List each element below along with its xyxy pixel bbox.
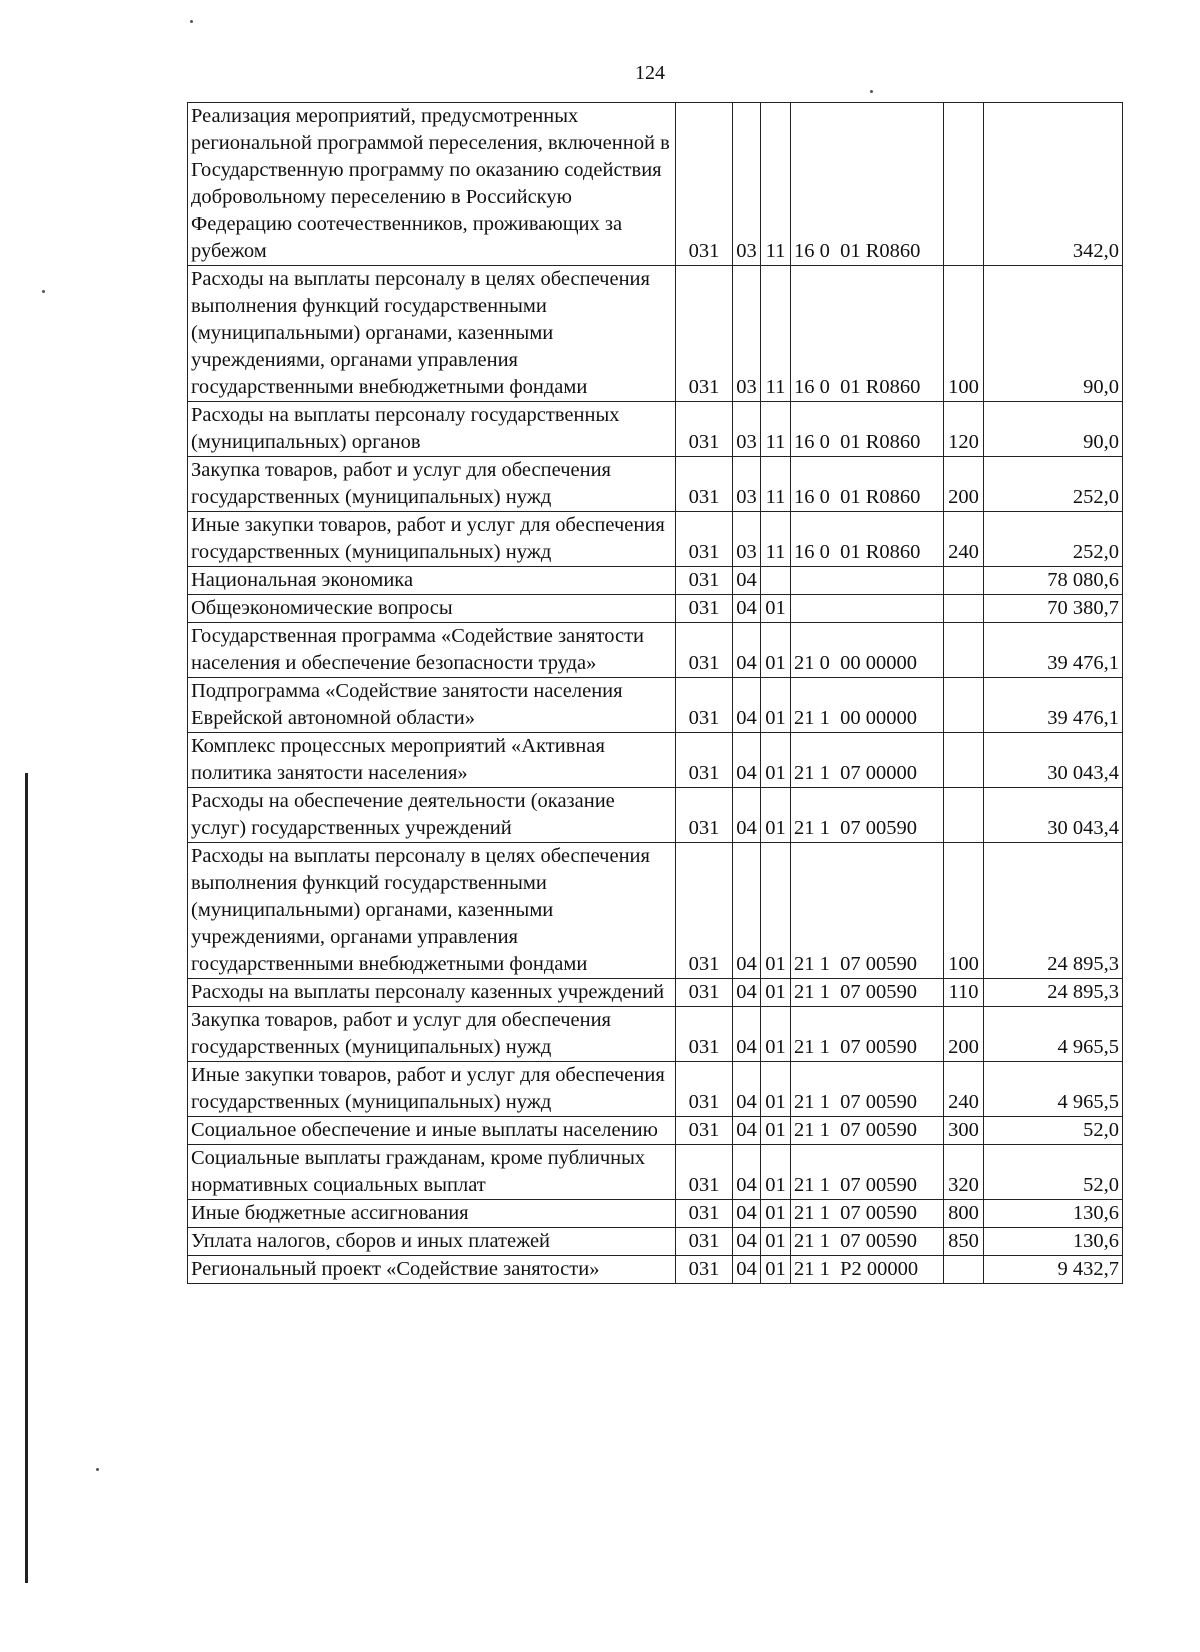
row-rz-code: 03 xyxy=(733,266,761,402)
row-pr-code: 01 xyxy=(761,1256,791,1284)
row-cs-code: 16 0 01 R0860 xyxy=(791,402,944,457)
row-gr-code: 031 xyxy=(676,595,733,623)
row-vr-code xyxy=(944,1256,984,1284)
table-row xyxy=(188,788,1123,843)
row-cs-code xyxy=(791,567,944,595)
row-name: Государственная программа «Содействие занятости населения и обеспечение безопасности труда» xyxy=(188,623,676,678)
row-cs-code xyxy=(791,595,944,623)
row-vr-code: 240 xyxy=(944,1062,984,1117)
row-sum: 52,0 xyxy=(984,1145,1123,1200)
row-rz-code: 03 xyxy=(733,402,761,457)
row-name: Общеэкономические вопросы xyxy=(188,595,676,623)
row-cs-code: 21 1 07 00590 xyxy=(791,1007,944,1062)
row-rz-code: 04 xyxy=(733,788,761,843)
row-rz-code: 04 xyxy=(733,1062,761,1117)
scan-speck xyxy=(96,1468,99,1471)
row-vr-code: 100 xyxy=(944,266,984,402)
table-row xyxy=(188,567,1123,595)
row-pr-code: 11 xyxy=(761,103,791,266)
row-sum: 24 895,3 xyxy=(984,979,1123,1007)
row-vr-code: 800 xyxy=(944,1200,984,1228)
row-sum: 30 043,4 xyxy=(984,788,1123,843)
row-vr-code xyxy=(944,623,984,678)
budget-table-body xyxy=(188,103,1123,1284)
row-gr-code: 031 xyxy=(676,457,733,512)
row-vr-code: 120 xyxy=(944,402,984,457)
table-row xyxy=(188,843,1123,979)
row-sum: 39 476,1 xyxy=(984,623,1123,678)
row-name: Расходы на выплаты персоналу в целях обеспечения выполнения функций государственными (муниципальными) органами, казенными учреждениями, органами управления государственными внебюджетными фондами xyxy=(188,843,676,979)
table-row xyxy=(188,1256,1123,1284)
row-cs-code: 21 1 07 00590 xyxy=(791,1145,944,1200)
row-rz-code: 04 xyxy=(733,843,761,979)
row-name: Расходы на выплаты персоналу казенных учреждений xyxy=(188,979,676,1007)
table-row xyxy=(188,1145,1123,1200)
row-name: Закупка товаров, работ и услуг для обеспечения государственных (муниципальных) нужд xyxy=(188,457,676,512)
row-rz-code: 04 xyxy=(733,1200,761,1228)
row-gr-code: 031 xyxy=(676,1256,733,1284)
row-pr-code: 01 xyxy=(761,1007,791,1062)
row-cs-code: 16 0 01 R0860 xyxy=(791,103,944,266)
row-gr-code: 031 xyxy=(676,512,733,567)
row-sum: 4 965,5 xyxy=(984,1007,1123,1062)
row-cs-code: 21 1 00 00000 xyxy=(791,678,944,733)
row-cs-code: 21 0 00 00000 xyxy=(791,623,944,678)
table-row xyxy=(188,678,1123,733)
row-gr-code: 031 xyxy=(676,266,733,402)
scan-margin-line xyxy=(25,773,28,1583)
table-row xyxy=(188,595,1123,623)
row-pr-code: 11 xyxy=(761,402,791,457)
row-cs-code: 21 1 07 00590 xyxy=(791,1062,944,1117)
row-name: Социальное обеспечение и иные выплаты населению xyxy=(188,1117,676,1145)
row-gr-code: 031 xyxy=(676,623,733,678)
row-vr-code: 200 xyxy=(944,1007,984,1062)
row-vr-code: 100 xyxy=(944,843,984,979)
row-sum: 130,6 xyxy=(984,1228,1123,1256)
table-row xyxy=(188,623,1123,678)
row-pr-code: 01 xyxy=(761,678,791,733)
row-gr-code: 031 xyxy=(676,678,733,733)
row-rz-code: 04 xyxy=(733,678,761,733)
row-gr-code: 031 xyxy=(676,1200,733,1228)
row-rz-code: 04 xyxy=(733,1007,761,1062)
row-vr-code: 240 xyxy=(944,512,984,567)
row-vr-code xyxy=(944,788,984,843)
scan-speck xyxy=(190,20,193,23)
row-rz-code: 04 xyxy=(733,1256,761,1284)
row-pr-code xyxy=(761,567,791,595)
row-gr-code: 031 xyxy=(676,1062,733,1117)
row-cs-code: 16 0 01 R0860 xyxy=(791,512,944,567)
table-row xyxy=(188,512,1123,567)
row-rz-code: 04 xyxy=(733,1228,761,1256)
row-sum: 30 043,4 xyxy=(984,733,1123,788)
row-sum: 342,0 xyxy=(984,103,1123,266)
page-number: 124 xyxy=(635,62,665,84)
row-pr-code: 01 xyxy=(761,733,791,788)
table-row xyxy=(188,1062,1123,1117)
row-sum: 78 080,6 xyxy=(984,567,1123,595)
row-gr-code: 031 xyxy=(676,103,733,266)
row-sum: 252,0 xyxy=(984,512,1123,567)
row-rz-code: 04 xyxy=(733,623,761,678)
row-gr-code: 031 xyxy=(676,788,733,843)
table-row xyxy=(188,1117,1123,1145)
row-name: Уплата налогов, сборов и иных платежей xyxy=(188,1228,676,1256)
row-cs-code: 21 1 07 00590 xyxy=(791,1117,944,1145)
row-cs-code: 16 0 01 R0860 xyxy=(791,266,944,402)
row-gr-code: 031 xyxy=(676,733,733,788)
row-cs-code: 21 1 07 00590 xyxy=(791,843,944,979)
row-sum: 52,0 xyxy=(984,1117,1123,1145)
row-sum: 252,0 xyxy=(984,457,1123,512)
row-vr-code: 300 xyxy=(944,1117,984,1145)
row-vr-code xyxy=(944,103,984,266)
row-sum: 130,6 xyxy=(984,1200,1123,1228)
row-name: Комплекс процессных мероприятий «Активная политика занятости населения» xyxy=(188,733,676,788)
row-vr-code: 320 xyxy=(944,1145,984,1200)
budget-table xyxy=(187,102,1123,1284)
row-cs-code: 21 1 07 00590 xyxy=(791,1228,944,1256)
row-sum: 70 380,7 xyxy=(984,595,1123,623)
row-rz-code: 03 xyxy=(733,103,761,266)
table-row xyxy=(188,733,1123,788)
row-rz-code: 03 xyxy=(733,512,761,567)
row-vr-code xyxy=(944,678,984,733)
row-cs-code: 21 1 07 00000 xyxy=(791,733,944,788)
row-pr-code: 01 xyxy=(761,623,791,678)
row-vr-code xyxy=(944,733,984,788)
row-name: Подпрограмма «Содействие занятости населения Еврейской автономной области» xyxy=(188,678,676,733)
row-gr-code: 031 xyxy=(676,567,733,595)
row-name: Иные бюджетные ассигнования xyxy=(188,1200,676,1228)
row-cs-code: 21 1 07 00590 xyxy=(791,1200,944,1228)
row-sum: 90,0 xyxy=(984,402,1123,457)
row-gr-code: 031 xyxy=(676,1007,733,1062)
table-row xyxy=(188,979,1123,1007)
row-name: Иные закупки товаров, работ и услуг для обеспечения государственных (муниципальных) нужд xyxy=(188,512,676,567)
table-row xyxy=(188,266,1123,402)
row-vr-code xyxy=(944,567,984,595)
table-row xyxy=(188,457,1123,512)
row-name: Региональный проект «Содействие занятости» xyxy=(188,1256,676,1284)
row-rz-code: 04 xyxy=(733,567,761,595)
row-name: Закупка товаров, работ и услуг для обеспечения государственных (муниципальных) нужд xyxy=(188,1007,676,1062)
row-pr-code: 01 xyxy=(761,1062,791,1117)
row-vr-code: 200 xyxy=(944,457,984,512)
table-row xyxy=(188,103,1123,266)
table-row xyxy=(188,1007,1123,1062)
row-pr-code: 01 xyxy=(761,595,791,623)
row-vr-code xyxy=(944,595,984,623)
row-sum: 24 895,3 xyxy=(984,843,1123,979)
row-rz-code: 04 xyxy=(733,733,761,788)
row-name: Социальные выплаты гражданам, кроме публичных нормативных социальных выплат xyxy=(188,1145,676,1200)
row-cs-code: 21 1 07 00590 xyxy=(791,979,944,1007)
row-gr-code: 031 xyxy=(676,1145,733,1200)
row-sum: 90,0 xyxy=(984,266,1123,402)
row-rz-code: 04 xyxy=(733,1117,761,1145)
row-name: Расходы на выплаты персоналу государственных (муниципальных) органов xyxy=(188,402,676,457)
row-pr-code: 01 xyxy=(761,843,791,979)
row-rz-code: 04 xyxy=(733,1145,761,1200)
row-cs-code: 16 0 01 R0860 xyxy=(791,457,944,512)
row-name: Реализация мероприятий, предусмотренных региональной программой переселения, включенной в Государственную программу по оказанию содействия добровольному переселению в Российскую Федерацию соотечественников, проживающих за рубежом xyxy=(188,103,676,266)
row-rz-code: 03 xyxy=(733,457,761,512)
row-pr-code: 01 xyxy=(761,1200,791,1228)
row-name: Расходы на выплаты персоналу в целях обеспечения выполнения функций государственными (муниципальными) органами, казенными учреждениями, органами управления государственными внебюджетными фондами xyxy=(188,266,676,402)
row-sum: 9 432,7 xyxy=(984,1256,1123,1284)
row-gr-code: 031 xyxy=(676,402,733,457)
row-pr-code: 11 xyxy=(761,457,791,512)
row-pr-code: 01 xyxy=(761,788,791,843)
row-name: Национальная экономика xyxy=(188,567,676,595)
scan-speck xyxy=(42,290,45,293)
row-sum: 39 476,1 xyxy=(984,678,1123,733)
scan-speck xyxy=(870,90,873,93)
row-gr-code: 031 xyxy=(676,979,733,1007)
row-cs-code: 21 1 P2 00000 xyxy=(791,1256,944,1284)
row-name: Расходы на обеспечение деятельности (оказание услуг) государственных учреждений xyxy=(188,788,676,843)
row-gr-code: 031 xyxy=(676,1117,733,1145)
row-cs-code: 21 1 07 00590 xyxy=(791,788,944,843)
table-row xyxy=(188,1200,1123,1228)
row-gr-code: 031 xyxy=(676,1228,733,1256)
row-name: Иные закупки товаров, работ и услуг для обеспечения государственных (муниципальных) нужд xyxy=(188,1062,676,1117)
row-pr-code: 01 xyxy=(761,1117,791,1145)
row-vr-code: 850 xyxy=(944,1228,984,1256)
table-row xyxy=(188,1228,1123,1256)
row-sum: 4 965,5 xyxy=(984,1062,1123,1117)
row-pr-code: 01 xyxy=(761,1228,791,1256)
row-rz-code: 04 xyxy=(733,595,761,623)
row-rz-code: 04 xyxy=(733,979,761,1007)
row-pr-code: 11 xyxy=(761,512,791,567)
table-row xyxy=(188,402,1123,457)
row-vr-code: 110 xyxy=(944,979,984,1007)
row-gr-code: 031 xyxy=(676,843,733,979)
row-pr-code: 11 xyxy=(761,266,791,402)
row-pr-code: 01 xyxy=(761,1145,791,1200)
row-pr-code: 01 xyxy=(761,979,791,1007)
